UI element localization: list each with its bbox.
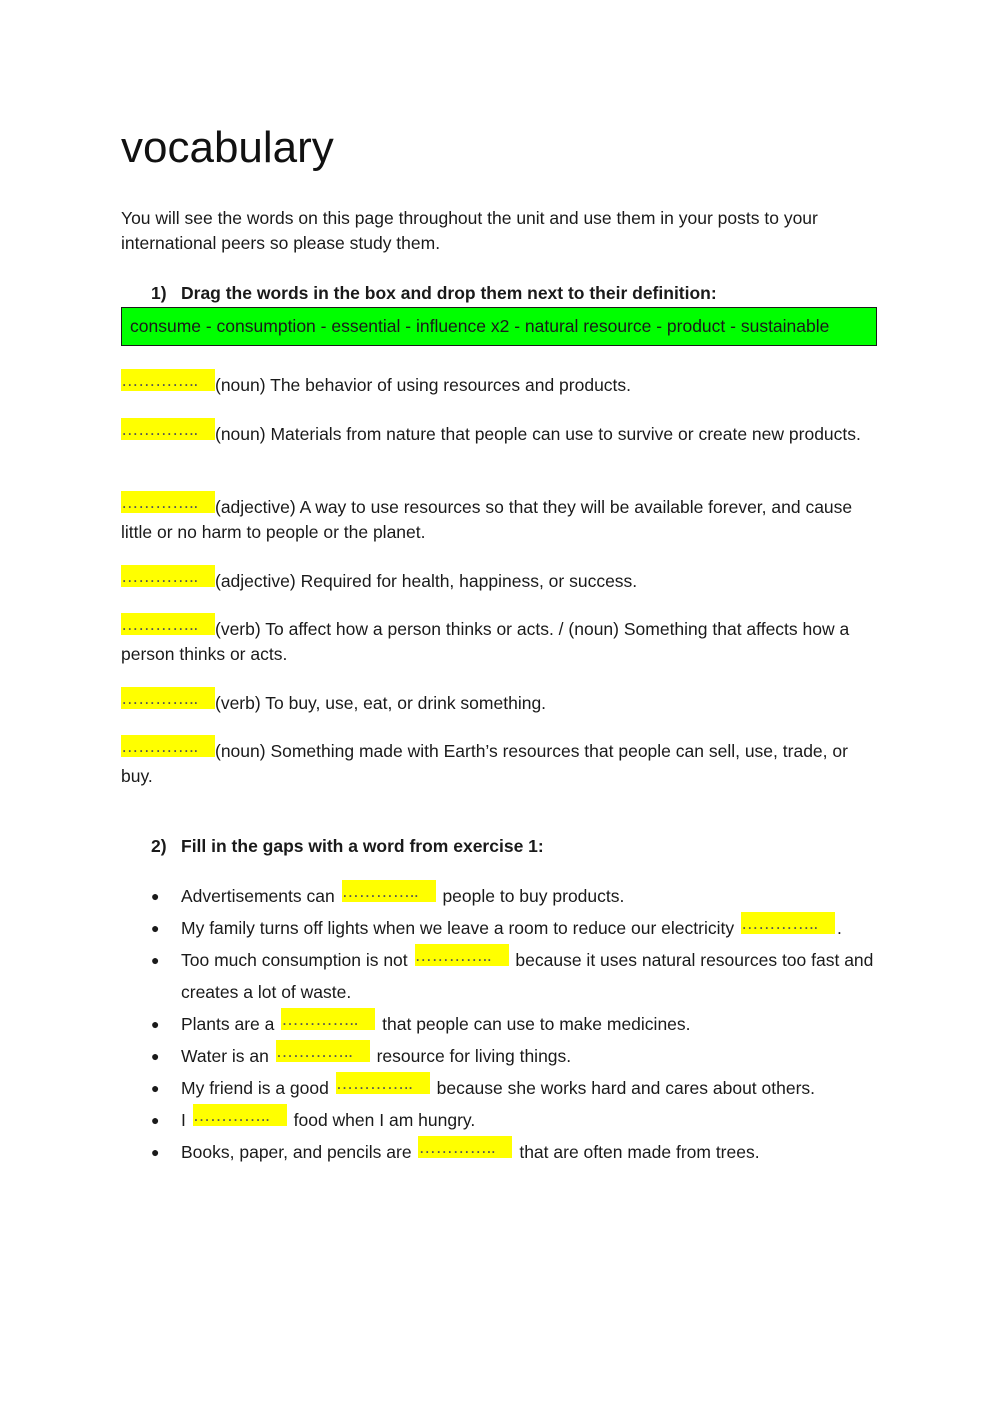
definition-item [121,369,881,398]
sentence-before: Water is an [181,1046,269,1066]
sentence-after: food when I am hungry. [293,1110,476,1130]
gap-fill-item [151,944,886,1008]
definition-item [121,491,881,545]
exercise-2-heading [151,834,544,858]
sentence-after: because she works hard and cares about others. [436,1078,816,1098]
sentence-before: My friend is a good [181,1078,329,1098]
gap-fill-item [151,1008,886,1040]
gap-blank[interactable]: ………….. [193,1104,287,1126]
definition-text: (noun) Materials from nature that people can use to survive or create new products. [215,424,861,444]
sentence-after: people to buy products. [442,886,625,906]
sentence-after: that people can use to make medicines. [382,1014,691,1034]
sentence-before: My family turns off lights when we leave a room to reduce our electricity [181,918,735,938]
sentence-before: Books, paper, and pencils are [181,1142,412,1162]
gap-fill-item [151,880,886,912]
gap-blank[interactable]: ………….. [336,1072,430,1094]
word-bank-box[interactable]: consume - consumption - essential - influence x2 - natural resource - product - sustainable [121,307,877,346]
gap-fill-item [151,1072,886,1104]
gap-fill-item [151,1136,886,1168]
gap-fill-item [151,1104,886,1136]
bullet-icon: ● [151,1144,160,1160]
exercise-2-number: 2) [151,836,167,856]
definition-item [121,418,881,447]
bullet-icon: ● [151,1048,160,1064]
drop-blank[interactable]: ………….. [121,369,215,391]
definition-text: (verb) To affect how a person thinks or acts. / (noun) Something that affects how a person thinks or acts. [121,619,850,664]
bullet-icon: ● [151,1016,160,1032]
gap-fill-item [151,1040,886,1072]
exercise-1-instruction: Drag the words in the box and drop them next to their definition: [181,283,717,303]
intro-text: You will see the words on this page throughout the unit and use them in your posts to your international peers so please study them. [121,208,818,253]
gap-blank[interactable]: ………….. [741,912,835,934]
drop-blank[interactable]: ………….. [121,491,215,513]
bullet-icon: ● [151,888,160,904]
gap-blank[interactable]: ………….. [276,1040,370,1062]
bullet-icon: ● [151,1080,160,1096]
bullet-icon: ● [151,920,160,936]
sentence-before: Too much consumption is not [181,950,408,970]
page-title: vocabulary [121,123,334,172]
definition-text: (verb) To buy, use, eat, or drink something. [215,693,547,713]
gap-blank[interactable]: ………….. [281,1008,375,1030]
gap-blank[interactable]: ………….. [418,1136,512,1158]
definition-text: (noun) Something made with Earth’s resources that people can sell, use, trade, or buy. [121,741,848,786]
gap-blank[interactable]: ………….. [342,880,436,902]
definition-item [121,735,881,789]
sentence-after: . [836,918,842,938]
definition-item [121,613,881,667]
bullet-icon: ● [151,952,160,968]
drop-blank[interactable]: ………….. [121,418,215,440]
exercise-1-heading [151,281,717,305]
definition-text: (adjective) A way to use resources so that they will be available forever, and cause little or no harm to people or the planet. [121,497,853,542]
gap-blank[interactable]: ………….. [415,944,509,966]
sentence-before: Plants are a [181,1014,275,1034]
exercise-1-number: 1) [151,283,167,303]
sentence-after: because it uses natural resources too fast and creates a lot of waste. [181,950,874,1002]
sentence-before: Advertisements can [181,886,335,906]
bullet-icon: ● [151,1112,160,1128]
drop-blank[interactable]: ………….. [121,687,215,709]
gap-fill-list [151,880,886,1168]
sentence-after: resource for living things. [376,1046,572,1066]
drop-blank[interactable]: ………….. [121,565,215,587]
definition-text: (adjective) Required for health, happiness, or success. [215,571,638,591]
definition-item [121,687,881,716]
drop-blank[interactable]: ………….. [121,613,215,635]
gap-fill-item [151,912,886,944]
sentence-after: that are often made from trees. [519,1142,760,1162]
drop-blank[interactable]: ………….. [121,735,215,757]
definition-item [121,565,881,594]
sentence-before: I [181,1110,186,1130]
exercise-2-instruction: Fill in the gaps with a word from exercise 1: [181,836,544,856]
definition-text: (noun) The behavior of using resources and products. [215,375,632,395]
